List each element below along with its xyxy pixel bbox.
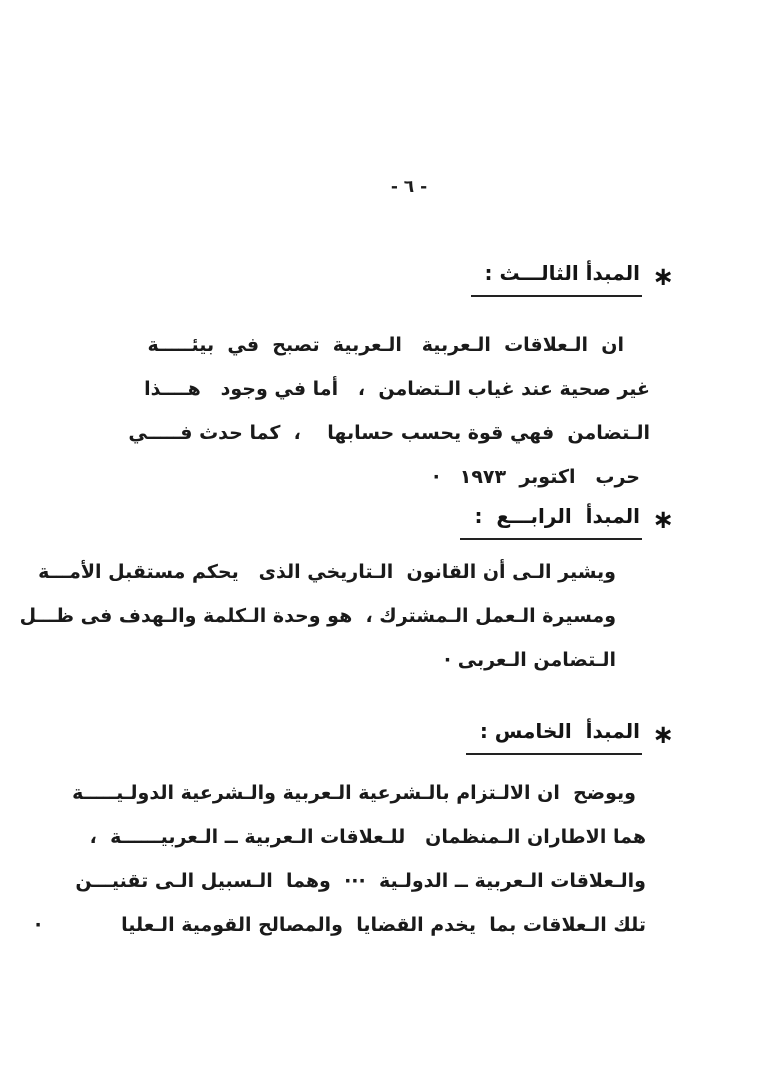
- page-content: [19, 0, 674, 947]
- paragraph-line: هما الاطاران الـمنظمان للـعلاقات الـعربية ــ الـعربيــــــة ،: [89, 826, 646, 848]
- paragraph-line: ومسيرة الـعمل الـمشترك ، هو وحدة الـكلمة والـهدف فى ظـــل: [19, 605, 616, 627]
- paragraph-third-principle: [112, 323, 650, 499]
- paragraph-line: غير صحية عند غياب الـتضامن ، أما في وجود هــــذا: [144, 378, 650, 400]
- paragraph-line: ان الـعلاقات الـعربية الـعربية تصبح في بيئـــــة: [147, 334, 624, 356]
- paragraph-fifth-principle: [34, 771, 646, 947]
- asterisk-marker-icon: ∗: [652, 262, 674, 292]
- section-heading-row: [112, 258, 674, 297]
- paragraph-fourth-principle: [19, 550, 616, 682]
- paragraph-line: تلك الـعلاقات بما يخدم القضايا والمصالح القومية الـعليا ·: [34, 914, 646, 936]
- paragraph-line: ويوضح ان الالـتزام بالـشرعية الـعربية والـشرعية الدولـيـــــة: [72, 782, 636, 804]
- page-number: - ٦ -: [390, 177, 428, 197]
- section-heading-fourth-principle: المبدأ الرابـــع :: [460, 501, 642, 540]
- section-heading-third-principle: المبدأ الثالـــث :: [471, 258, 643, 297]
- paragraph-line: حرب اكتوبر ١٩٧٣ ·: [432, 466, 640, 488]
- asterisk-marker-icon: ∗: [652, 505, 674, 535]
- section-heading-fifth-principle: المبدأ الخامس :: [466, 716, 642, 755]
- section-heading-row: [112, 716, 674, 755]
- paragraph-line: الـتضامن فهي قوة يحسب حسابها ، كما حدث فـــــي: [128, 422, 650, 444]
- paragraph-line: الـتضامن الـعربى ·: [443, 649, 616, 671]
- paragraph-line: والـعلاقات الـعربية ــ الدولـية ··· وهما الـسبيل الـى تقنيـــن: [75, 870, 646, 892]
- paragraph-line: ويشير الـى أن القانون الـتاريخي الذى يحكم مستقبل الأمـــة: [38, 561, 616, 583]
- section-heading-row: [112, 501, 674, 540]
- asterisk-marker-icon: ∗: [652, 720, 674, 750]
